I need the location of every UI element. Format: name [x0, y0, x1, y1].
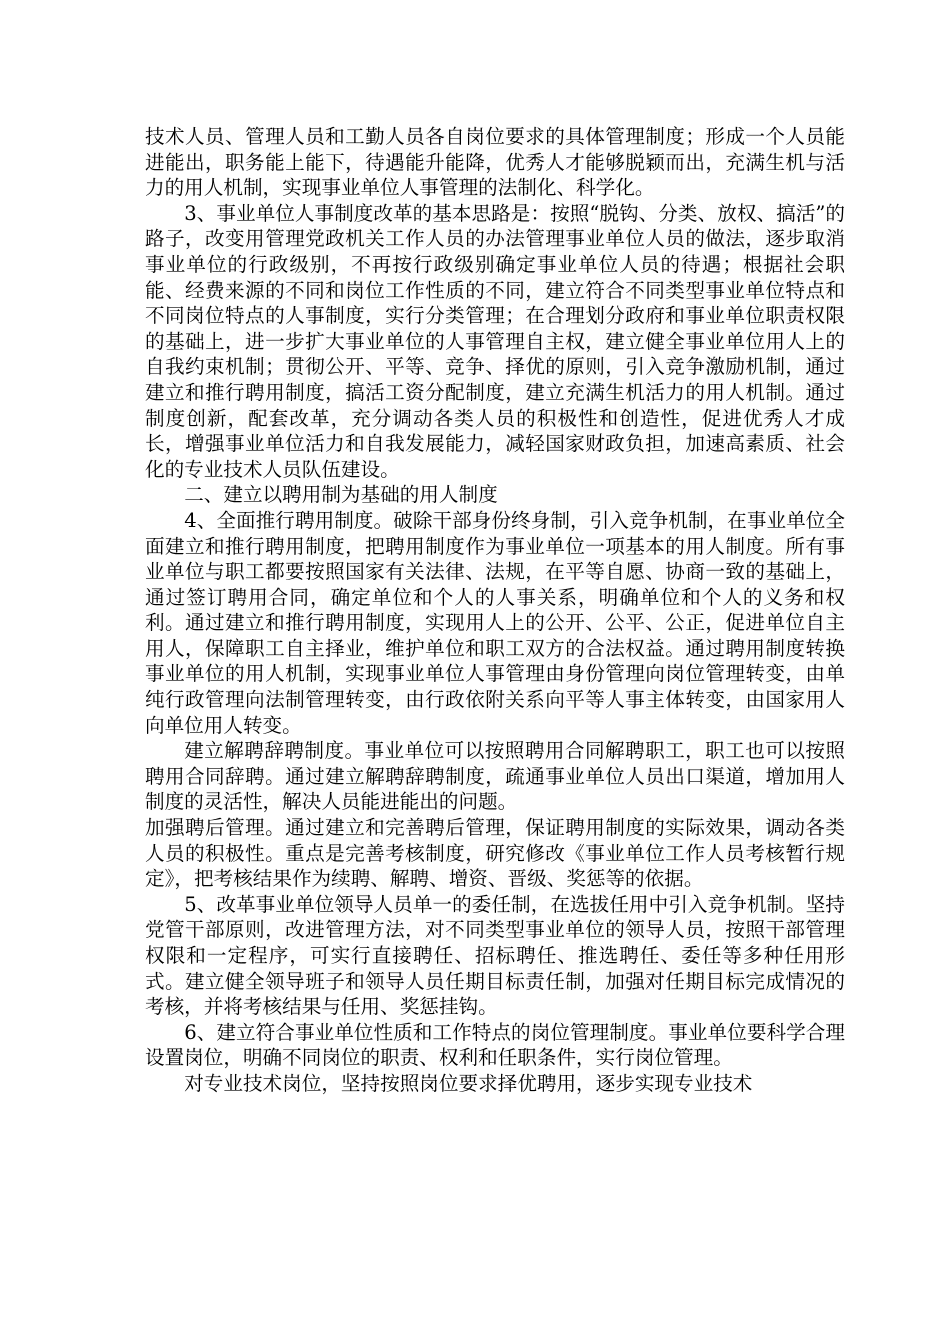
paragraph-8: 6、建立符合事业单位性质和工作特点的岗位管理制度。事业单位要科学合理设置岗位，明确不同岗位的职责、权利和任职条件，实行岗位管理。 — [145, 1020, 845, 1070]
document-page — [145, 124, 845, 1097]
paragraph-5: 建立解聘辞聘制度。事业单位可以按照聘用合同解聘职工，职工也可以按照聘用合同辞聘。通过建立解聘辞聘制度，疏通事业单位人员出口渠道，增加用人制度的灵活性，解决人员能进能出的问题。 — [145, 739, 845, 814]
paragraph-4: 4、全面推行聘用制度。破除干部身份终身制，引入竞争机制，在事业单位全面建立和推行聘用制度，把聘用制度作为事业单位一项基本的用人制度。所有事业单位与职工都要按照国家有关法律、法规，在平等自愿、协商一致的基础上，通过签订聘用合同，确定单位和个人的人事关系，明确单位和个人的义务和权利。通过建立和推行聘用制度，实现用人上的公开、公平、公正，促进单位自主用人，保障职工自主择业，维护单位和职工双方的合法权益。通过聘用制度转换事业单位的用人机制，实现事业单位人事管理由身份管理向岗位管理转变，由单纯行政管理向法制管理转变，由行政依附关系向平等人事主体转变，由国家用人向单位用人转变。 — [145, 508, 845, 737]
paragraph-9: 对专业技术岗位，坚持按照岗位要求择优聘用，逐步实现专业技术 — [184, 1071, 753, 1095]
paragraph-1: 技术人员、管理人员和工勤人员各自岗位要求的具体管理制度；形成一个人员能进能出，职务能上能下，待遇能升能降，优秀人才能够脱颖而出，充满生机与活力的用人机制，实现事业单位人事管理的法制化、科学化。 — [145, 125, 845, 200]
section-heading: 二、建立以聘用制为基础的用人制度 — [184, 483, 498, 507]
paragraph-2: 3、事业单位人事制度改革的基本思路是：按照“脱钩、分类、放权、搞活”的路子，改变用管理党政机关工作人员的办法管理事业单位人员的做法，逐步取消事业单位的行政级别，不再按行政级别确定事业单位人员的待遇；根据社会职能、经费来源的不同和岗位工作性质的不同，建立符合不同类型事业单位特点和不同岗位特点的人事制度，实行分类管理；在合理划分政府和事业单位职责权限的基础上，进一步扩大事业单位的人事管理自主权，建立健全事业单位用人上的自我约束机制；贯彻公开、平等、竞争、择优的原则，引入竞争激励机制，通过建立和推行聘用制度，搞活工资分配制度，建立充满生机活力的用人机制。通过制度创新，配套改革，充分调动各类人员的积极性和创造性，促进优秀人才成长，增强事业单位活力和自我发展能力，减轻国家财政负担，加速高素质、社会化的专业技术人员队伍建设。 — [145, 201, 845, 481]
paragraph-7: 5、改革事业单位领导人员单一的委任制，在选拔任用中引入竞争机制。坚持党管干部原则，改进管理方法，对不同类型事业单位的领导人员，按照干部管理权限和一定程序，可实行直接聘任、招标聘任、推选聘任、委任等多种任用形式。建立健全领导班子和领导人员任期目标责任制，加强对任期目标完成情况的考核，并将考核结果与任用、奖惩挂钩。 — [145, 892, 845, 1019]
paragraph-6: 加强聘后管理。通过建立和完善聘后管理，保证聘用制度的实际效果，调动各类人员的积极性。重点是完善考核制度，研究修改《事业单位工作人员考核暂行规定》，把考核结果作为续聘、解聘、增资、晋级、奖惩等的依据。 — [145, 816, 845, 891]
